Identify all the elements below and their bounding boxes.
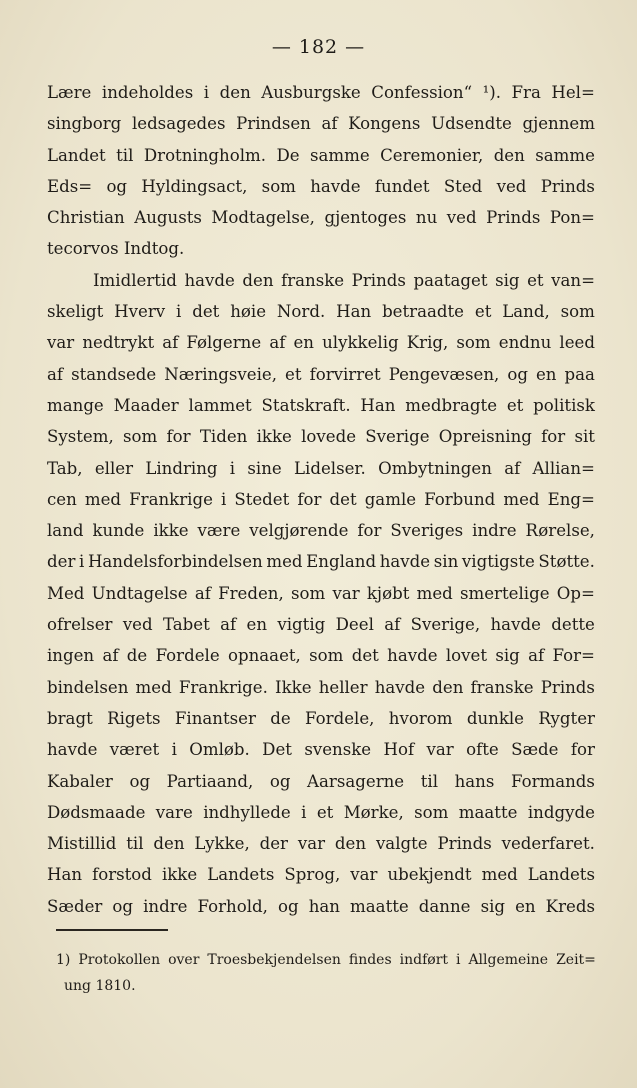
word: opnaaet, [227, 646, 301, 666]
word: samme [309, 145, 370, 165]
word: Mistillid [47, 834, 117, 854]
word: Prinds [540, 176, 595, 196]
word: Confession“ [371, 83, 473, 102]
word: Freden, [218, 583, 284, 603]
word: og [129, 771, 151, 791]
word: Rigets [107, 708, 161, 728]
word: ikke [256, 427, 292, 447]
word: heller [318, 677, 368, 697]
word: Op= [556, 583, 595, 603]
word: som [414, 802, 449, 822]
word: af [321, 114, 338, 134]
word: af [194, 583, 211, 603]
word: forstod [92, 865, 152, 885]
word: Landet [47, 145, 106, 165]
word: og [269, 771, 291, 791]
word: kjøbt [366, 583, 410, 603]
text-line [47, 390, 595, 421]
text-line [47, 77, 595, 108]
word: i [229, 458, 236, 478]
word: det [329, 489, 357, 509]
word: som [309, 646, 344, 666]
word: Tabet [162, 615, 210, 635]
word: vare [155, 802, 193, 822]
text-line [47, 421, 595, 452]
word: lovede [301, 427, 357, 447]
text-line [47, 546, 595, 577]
word: et [474, 302, 492, 322]
text-line [47, 140, 595, 171]
word: Lidelser. [294, 458, 366, 478]
word: forvirret [309, 364, 381, 384]
word: i [176, 302, 182, 322]
word: til [126, 834, 144, 854]
word: kunde [92, 521, 145, 541]
word: cen [47, 489, 77, 509]
text-line [47, 453, 595, 484]
word: Fra [511, 83, 541, 102]
footnote-line [56, 947, 596, 973]
word: Hel= [551, 83, 595, 102]
word: Zeit= [556, 952, 596, 968]
word: ubekjendt [387, 865, 472, 885]
word: der [47, 552, 76, 572]
word: Frankrige. [178, 677, 268, 697]
word: den [219, 83, 251, 102]
word: af [102, 646, 119, 666]
word: lovet [445, 646, 488, 666]
word: et [506, 395, 524, 415]
word: havde [387, 646, 438, 666]
word: Protokollen [78, 952, 161, 968]
word: Handelsforbindelsen [87, 552, 263, 572]
text-line [47, 202, 595, 233]
word: Prinds [351, 270, 406, 290]
text-line [47, 108, 595, 139]
word: ved [122, 615, 153, 635]
word: et [316, 802, 334, 822]
word: Imidlertid [93, 270, 177, 290]
word: Prinds [540, 677, 595, 697]
word: sig [480, 896, 506, 916]
word: Det [262, 740, 292, 760]
word: Lindring [145, 458, 218, 478]
word: Christian [47, 208, 125, 228]
word: den [432, 677, 464, 697]
word: velgjørende [249, 521, 349, 541]
word: havde [184, 270, 235, 290]
word: en [246, 615, 268, 635]
word: Dødsmaade [47, 802, 146, 822]
word: i [171, 740, 177, 760]
footnote-rule [56, 929, 168, 931]
word: ledsagedes [131, 114, 226, 134]
word: gjentoges [324, 208, 407, 228]
body-text [47, 77, 595, 922]
text-line [47, 859, 595, 890]
text-line [47, 703, 595, 734]
word: som [560, 302, 595, 322]
word: ¹). [482, 83, 502, 102]
word: Sted [443, 176, 483, 196]
word: for [357, 521, 382, 541]
word: Sæde [511, 740, 559, 760]
word: van= [551, 270, 595, 290]
word: nedtrykt [82, 333, 155, 353]
word: med [416, 583, 453, 603]
word: Sverige [365, 427, 430, 447]
word: medbragte [405, 395, 498, 415]
word: med [503, 489, 540, 509]
word: en [535, 364, 557, 384]
word: Pon= [549, 208, 595, 228]
word: et [285, 364, 302, 384]
word: havde [47, 740, 98, 760]
word: mange [47, 395, 104, 415]
word: Mørke, [343, 802, 404, 822]
word: Prinds [437, 834, 492, 854]
word: den [242, 270, 274, 290]
text-line [47, 359, 595, 390]
word: i [203, 83, 210, 102]
word: findes [348, 952, 392, 968]
word: de [270, 708, 291, 728]
word: indgyde [527, 802, 595, 822]
word: havde [374, 677, 426, 697]
text-line [47, 171, 595, 202]
word: hvorom [388, 708, 453, 728]
word: smertelige [459, 583, 550, 603]
word: ulykkelig [322, 333, 399, 353]
word: fundet [374, 176, 430, 196]
word: Modtagelse, [211, 208, 315, 228]
word: af [162, 333, 179, 353]
word: Statskraft. [261, 395, 351, 415]
word: skeligt [47, 302, 104, 322]
word: var [47, 333, 75, 353]
text-line [47, 296, 595, 327]
word: betraadte [382, 302, 465, 322]
word: var [426, 740, 454, 760]
word: bragt [47, 708, 93, 728]
word: System, [47, 427, 114, 447]
word: var [297, 834, 326, 854]
word: Rørelse, [525, 521, 595, 541]
word: Rygter [538, 708, 595, 728]
word: Følgerne [186, 333, 262, 353]
word: Nord. [276, 302, 326, 322]
word: dette [551, 615, 595, 635]
text-line [47, 797, 595, 828]
word: Allian= [532, 458, 595, 478]
word: Kongens [348, 114, 421, 134]
word: Pengevæsen, [388, 364, 500, 384]
word: Forbund [424, 489, 496, 509]
word: var [332, 583, 360, 603]
text-line [47, 265, 595, 296]
word: den [153, 834, 185, 854]
word: Eds= [47, 176, 93, 196]
word: vigtig [277, 615, 326, 635]
text-line [47, 327, 595, 358]
word: Deel [335, 615, 374, 635]
word: land [47, 521, 84, 541]
word: eller [94, 458, 134, 478]
word: nu [415, 208, 438, 228]
word: Sprog, [284, 865, 341, 885]
word: Lykke, [194, 834, 250, 854]
word: indeholdes [101, 83, 194, 102]
text-line [47, 891, 595, 922]
word: sin [433, 552, 459, 572]
text-line [47, 578, 595, 609]
word: Partiaand, [166, 771, 254, 791]
text-line [47, 734, 595, 765]
text-line [47, 766, 595, 797]
word: franske [470, 677, 534, 697]
word: Tiden [199, 427, 248, 447]
word: for [570, 740, 595, 760]
word: Han [47, 865, 83, 885]
word: paa [564, 364, 595, 384]
word: indre [472, 521, 517, 541]
word: ingen [47, 646, 95, 666]
word: der [259, 834, 288, 854]
word: ved [446, 208, 477, 228]
word: Kreds [545, 896, 595, 916]
word: og [106, 176, 128, 196]
word: Fordele, [305, 708, 375, 728]
word: en [293, 333, 314, 353]
word: Han [360, 395, 396, 415]
word: og [278, 896, 299, 916]
word: lammet [188, 395, 252, 415]
word: i [455, 952, 461, 968]
word: England [306, 552, 377, 572]
word: Troesbekjendelsen [207, 952, 341, 968]
text-line [47, 515, 595, 546]
word: Augusts [134, 208, 202, 228]
word: ofrelser [47, 615, 113, 635]
word: Sæder [47, 896, 103, 916]
word: Land, [502, 302, 550, 322]
word: med [481, 865, 518, 885]
word: af [384, 615, 401, 635]
word: havde [310, 176, 361, 196]
footnote-line: ung 1810. [64, 978, 136, 994]
word: han [308, 896, 340, 916]
word: leed [559, 333, 595, 353]
word: maatte [350, 896, 409, 916]
word: indført [399, 952, 449, 968]
word: som [261, 176, 296, 196]
word: Hyldingsact, [141, 176, 248, 196]
word: i [220, 489, 227, 509]
word: valgte [375, 834, 428, 854]
word: Kabaler [47, 771, 113, 791]
word: Ceremonier, [380, 145, 484, 165]
word: Maader [113, 395, 179, 415]
word: for [166, 427, 191, 447]
word: Lære [47, 83, 92, 102]
word: Ausburgske [261, 83, 361, 102]
word: singborg [47, 114, 122, 134]
word: som [123, 427, 158, 447]
word: sit [574, 427, 595, 447]
word: det [351, 646, 379, 666]
word: ikke [153, 521, 189, 541]
word: hans [454, 771, 495, 791]
word: endnu [498, 333, 552, 353]
word: sig [495, 270, 520, 290]
text-line [47, 672, 595, 703]
word: Frankrige [129, 489, 213, 509]
word: være [197, 521, 241, 541]
text-line [47, 484, 595, 515]
word: til [420, 771, 439, 791]
word: med [84, 489, 122, 509]
word: Landets [207, 865, 275, 885]
word: med [266, 552, 303, 572]
word: ved [496, 176, 527, 196]
word: 1) [56, 952, 71, 968]
word: For= [552, 646, 595, 666]
word: den [334, 834, 367, 854]
word: Aarsagerne [307, 771, 405, 791]
word: for [541, 427, 566, 447]
word: Ombytningen [378, 458, 492, 478]
word: Drotningholm. [143, 145, 267, 165]
word: indhyllede [203, 802, 291, 822]
footnote [56, 947, 596, 999]
word: maatte [458, 802, 518, 822]
word: Formands [510, 771, 595, 791]
word: Omløb. [189, 740, 250, 760]
page-number: — 182 — [271, 36, 366, 58]
word: gamle [364, 489, 417, 509]
word: Eng= [547, 489, 595, 509]
word: et [527, 270, 544, 290]
word: sig [495, 646, 520, 666]
word: til [116, 145, 134, 165]
word: bindelsen [47, 677, 129, 697]
word: dunkle [466, 708, 525, 728]
word: af [220, 615, 237, 635]
word: danne [418, 896, 471, 916]
word: Tab, [47, 458, 83, 478]
word: Sveriges [390, 521, 464, 541]
word: med [135, 677, 172, 697]
word: sine [247, 458, 282, 478]
word: Forhold, [197, 896, 268, 916]
word: ikke [161, 865, 198, 885]
word: Udsendte [431, 114, 512, 134]
word: som [456, 333, 491, 353]
word: Hverv [114, 302, 166, 322]
word: Krig, [406, 333, 449, 353]
word: Med [47, 583, 85, 603]
word: og [507, 364, 528, 384]
word: den [493, 145, 525, 165]
text-line: tecorvos Indtog. [47, 239, 185, 259]
text-line [47, 609, 595, 640]
text-line [47, 828, 595, 859]
word: af [269, 333, 286, 353]
word: Finantser [174, 708, 256, 728]
word: Sverige, [410, 615, 481, 635]
word: af [528, 646, 545, 666]
word: franske [281, 270, 345, 290]
word: gjennem [522, 114, 595, 134]
word: De [276, 145, 300, 165]
word: svenske [304, 740, 372, 760]
word: i [79, 552, 85, 572]
word: Opreisning [438, 427, 532, 447]
word: Ikke [275, 677, 312, 697]
word: Landets [527, 865, 595, 885]
word: en [515, 896, 536, 916]
word: Allgemeine [468, 952, 549, 968]
word: vigtigste [461, 552, 535, 572]
word: samme [535, 145, 595, 165]
word: af [504, 458, 521, 478]
word: Prindsen [236, 114, 311, 134]
word: politisk [533, 395, 595, 415]
word: standsede [71, 364, 157, 384]
word: de [126, 646, 148, 666]
word: Hof [383, 740, 415, 760]
word: Næringsveie, [164, 364, 278, 384]
word: for [297, 489, 322, 509]
word: havde [379, 552, 431, 572]
word: over [168, 952, 200, 968]
word: af [47, 364, 64, 384]
word: Prinds [486, 208, 541, 228]
word: det [192, 302, 220, 322]
word: Fordele [155, 646, 220, 666]
word: høie [230, 302, 267, 322]
word: ofte [466, 740, 499, 760]
word: og [112, 896, 134, 916]
word: var [350, 865, 378, 885]
word: paataget [413, 270, 488, 290]
word: som [290, 583, 326, 603]
word: Undtagelse [91, 583, 188, 603]
word: Stedet [234, 489, 290, 509]
word: været [109, 740, 160, 760]
word: Støtte. [538, 552, 595, 572]
word: vederfaret. [501, 834, 595, 854]
word: Han [336, 302, 372, 322]
text-line [47, 640, 595, 671]
word: indre [143, 896, 188, 916]
word: havde [490, 615, 541, 635]
word: i [301, 802, 307, 822]
